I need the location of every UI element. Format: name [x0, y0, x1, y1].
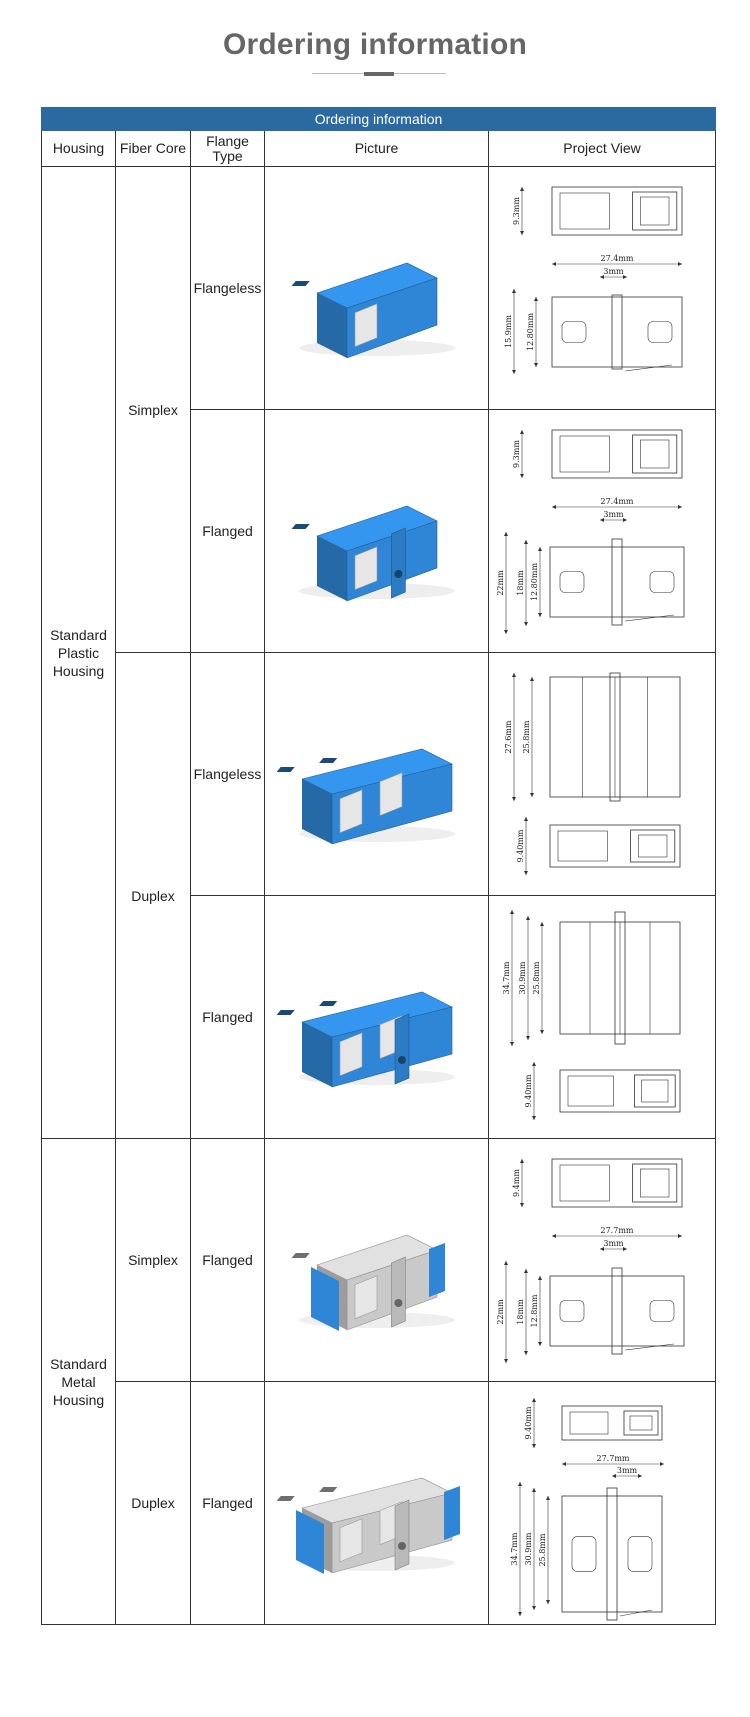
ferrule-slot [650, 1301, 674, 1322]
flange [391, 528, 405, 598]
dimension-label: 9.40mm [524, 1406, 534, 1440]
top-view-outline [552, 430, 682, 478]
header-housing: Housing [42, 131, 116, 167]
ferrule-slot [650, 572, 674, 593]
mount-hole [394, 1299, 402, 1307]
latch-window [640, 440, 669, 468]
top-slot [319, 1487, 337, 1492]
arrow [532, 1606, 536, 1610]
arrow [638, 1474, 642, 1478]
dimension-drawing [492, 169, 712, 407]
arrow [520, 231, 524, 235]
product-image [277, 451, 477, 611]
project-view [489, 1139, 716, 1382]
side-view-outline [552, 297, 682, 367]
table-caption: Ordering information [42, 108, 716, 131]
top-slot [291, 524, 309, 529]
dimension-label: 25.8mm [538, 1533, 548, 1567]
arrow [520, 1203, 524, 1207]
latch-window [638, 835, 667, 857]
arrow [524, 1269, 528, 1273]
flange-type-cell: Flangeless [191, 167, 265, 410]
arrow [678, 262, 682, 266]
arrow [678, 505, 682, 509]
latch-window [630, 1416, 652, 1430]
fiber-core-cell: Duplex [116, 1382, 191, 1625]
ordering-table [41, 107, 716, 1625]
top-slot [291, 1253, 309, 1258]
arrow [538, 547, 542, 551]
dimension-label: 30.9mm [524, 1532, 534, 1566]
dimension-drawing [492, 655, 712, 893]
arrow [520, 1159, 524, 1163]
arrow [678, 1234, 682, 1238]
arrow [504, 532, 508, 536]
dimension-label: 12.80mm [526, 312, 536, 352]
arrow [540, 1030, 544, 1034]
dimension-label: 9.4mm [512, 1169, 522, 1197]
flange-outline [612, 539, 622, 625]
arrow [512, 797, 516, 801]
latch-outline [633, 1164, 677, 1202]
arrow [562, 1462, 566, 1466]
flange-outline [612, 1268, 622, 1354]
ferrule-slot [562, 322, 586, 343]
table-row [42, 653, 716, 896]
arrow [524, 1351, 528, 1355]
arrow [510, 910, 514, 914]
dimension-label: 3mm [603, 267, 624, 276]
dimension-drawing [492, 1141, 712, 1379]
project-view [489, 896, 716, 1139]
latch-outline [633, 435, 677, 473]
side-view-outline [562, 1496, 662, 1612]
housing-cell: Standard Plastic Housing [42, 167, 116, 1139]
product-image [277, 937, 477, 1097]
product-image [277, 1423, 477, 1583]
dimension-label: 12.80mm [530, 562, 540, 602]
arrow [532, 1444, 536, 1448]
page-heading: Ordering information [223, 28, 527, 61]
project-view [489, 1382, 716, 1625]
arrow [534, 363, 538, 367]
flange-type-cell: Flanged [191, 1139, 265, 1382]
arrow [526, 1036, 530, 1040]
latch-arm [620, 1610, 652, 1616]
mount-hole [398, 1056, 406, 1064]
latch-outline [633, 192, 677, 230]
project-view [489, 410, 716, 653]
dimension-label: 27.4mm [600, 254, 634, 263]
arrow [520, 474, 524, 478]
header-flange-type: Flange Type [191, 131, 265, 167]
dimension-label: 22mm [496, 1299, 506, 1325]
mount-hole [394, 570, 402, 578]
blue-cap [429, 1243, 445, 1297]
arrow [546, 1496, 550, 1500]
top-slot [319, 1001, 337, 1006]
dimension-label: 15.9mm [504, 315, 514, 348]
product-picture [265, 896, 489, 1139]
ferrule-slot [572, 1537, 596, 1572]
arrow [504, 1261, 508, 1265]
port-outline [560, 1165, 609, 1201]
header-picture: Picture [265, 131, 489, 167]
dimension-label: 34.7mm [502, 961, 512, 995]
dimension-label: 18mm [516, 570, 526, 596]
flange [395, 1014, 409, 1084]
project-view [489, 167, 716, 410]
port-outline [558, 831, 607, 861]
arrow [612, 1474, 616, 1478]
top-slot [291, 281, 309, 286]
arrow [524, 871, 528, 875]
flange-outline [612, 295, 622, 369]
latch-arm [625, 1344, 674, 1350]
side-view-outline [550, 1276, 684, 1346]
table-row [42, 1139, 716, 1382]
dimension-label: 27.7mm [600, 1226, 634, 1235]
top-slot [277, 1496, 295, 1501]
arrow [534, 297, 538, 301]
product-picture [265, 167, 489, 410]
latch-arm [625, 365, 672, 371]
latch-window [640, 1169, 669, 1197]
arrow [520, 187, 524, 191]
ferrule-slot [560, 1301, 584, 1322]
port-outline [568, 1076, 614, 1106]
arrow [538, 613, 542, 617]
dimension-label: 27.6mm [504, 720, 514, 754]
latch-window [640, 197, 669, 225]
arrow [552, 505, 556, 509]
top-slot [277, 1010, 295, 1015]
dimension-label: 30.9mm [518, 961, 528, 995]
dimension-label: 25.8mm [522, 720, 532, 754]
dimension-drawing [492, 412, 712, 650]
arrow [504, 1359, 508, 1363]
arrow [524, 540, 528, 544]
product-picture [265, 1382, 489, 1625]
arrow [526, 916, 530, 920]
fiber-core-cell: Simplex [116, 167, 191, 653]
blue-cap [444, 1486, 460, 1540]
fiber-core-cell: Duplex [116, 653, 191, 1139]
latch-arm [625, 615, 674, 621]
arrow [504, 630, 508, 634]
dimension-label: 27.4mm [600, 497, 634, 506]
ferrule-slot [628, 1537, 652, 1572]
project-view [489, 653, 716, 896]
arrow [532, 1488, 536, 1492]
flange-type-cell: Flangeless [191, 653, 265, 896]
header-fiber-core: Fiber Core [116, 131, 191, 167]
arrow [524, 817, 528, 821]
table-row [42, 1382, 716, 1625]
arrow [538, 1342, 542, 1346]
dimension-drawing [492, 898, 712, 1136]
dimension-label: 9.3mm [512, 440, 522, 468]
arrow [532, 1116, 536, 1120]
arrow [552, 1234, 556, 1238]
flange-type-cell: Flanged [191, 410, 265, 653]
top-view-outline [552, 187, 682, 235]
flange-type-cell: Flanged [191, 896, 265, 1139]
product-picture [265, 410, 489, 653]
flange [395, 1500, 409, 1570]
arrow [512, 370, 516, 374]
product-image [277, 1180, 477, 1340]
arrow [552, 262, 556, 266]
dimension-label: 27.7mm [596, 1454, 630, 1463]
table-row [42, 167, 716, 410]
dimension-label: 9.3mm [512, 197, 522, 225]
top-view-outline [552, 1159, 682, 1207]
housing-cell: Standard Metal Housing [42, 1139, 116, 1625]
latch-window [642, 1080, 668, 1102]
fiber-core-cell: Simplex [116, 1139, 191, 1382]
top-slot [277, 767, 295, 772]
arrow [518, 1482, 522, 1486]
product-picture [265, 653, 489, 896]
dimension-drawing [492, 1384, 712, 1622]
top-slot [319, 758, 337, 763]
flange-outline [607, 1488, 617, 1620]
heading-underline-accent [364, 72, 394, 76]
dimension-label: 9.40mm [516, 829, 526, 863]
dimension-label: 12.8mm [530, 1294, 540, 1328]
dimension-label: 22mm [496, 570, 506, 596]
dimension-label: 3mm [603, 1239, 624, 1248]
ferrule-slot [560, 572, 584, 593]
arrow [530, 793, 534, 797]
port-outline [560, 193, 609, 229]
ferrule-slot [648, 322, 672, 343]
flange-type-cell: Flanged [191, 1382, 265, 1625]
side-view-outline [550, 547, 684, 617]
arrow [532, 1062, 536, 1066]
dimension-label: 3mm [603, 510, 624, 519]
dimension-label: 3mm [616, 1466, 638, 1475]
arrow [660, 1462, 664, 1466]
arrow [520, 430, 524, 434]
port-outline [570, 1412, 608, 1434]
arrow [530, 677, 534, 681]
latch-outline [624, 1411, 658, 1435]
port-outline [560, 436, 609, 472]
product-image [277, 694, 477, 854]
dimension-label: 25.8mm [532, 961, 542, 995]
flange [391, 1257, 405, 1327]
dimension-label: 34.7mm [510, 1532, 520, 1566]
arrow [512, 289, 516, 293]
arrow [538, 1276, 542, 1280]
header-project-view: Project View [489, 131, 716, 167]
dimension-label: 18mm [516, 1299, 526, 1325]
mount-hole [398, 1542, 406, 1550]
arrow [512, 673, 516, 677]
product-image [277, 208, 477, 368]
arrow [540, 922, 544, 926]
arrow [524, 622, 528, 626]
arrow [510, 1042, 514, 1046]
dimension-label: 9.40mm [524, 1074, 534, 1108]
arrow [532, 1398, 536, 1402]
product-picture [265, 1139, 489, 1382]
top-view-outline [560, 1070, 680, 1112]
arrow [546, 1600, 550, 1604]
arrow [518, 1612, 522, 1616]
